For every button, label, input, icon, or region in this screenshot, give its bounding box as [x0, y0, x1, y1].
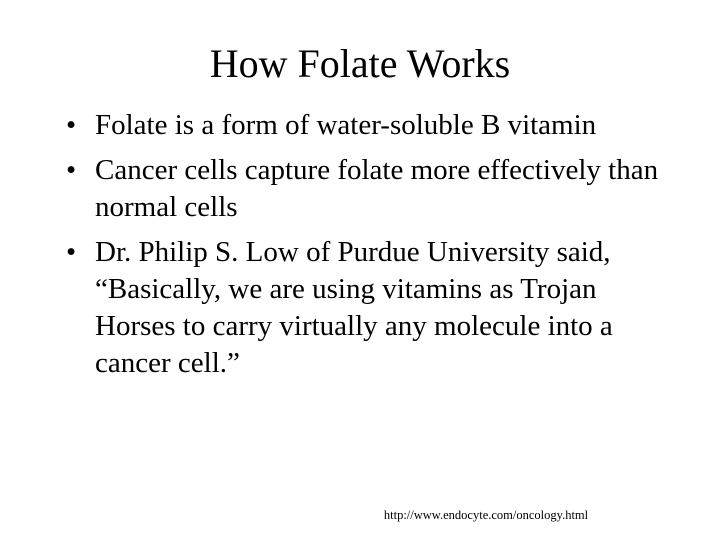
bullet-item	[58, 234, 668, 382]
bullet-item	[58, 107, 668, 144]
bullet-point-icon: •	[66, 236, 77, 268]
bullet-text: Dr. Philip S. Low of Purdue University said, “Basically, we are using vitamins as Trojan Horses to carry virtually any molecule into a cancer cell.”	[95, 236, 613, 379]
slide-title: How Folate Works	[209, 41, 511, 86]
bullet-point-icon: •	[66, 109, 77, 141]
source-url: http://www.endocyte.com/oncology.html	[383, 508, 589, 522]
bullet-list	[58, 107, 668, 390]
bullet-text: Cancer cells capture folate more effectively than normal cells	[95, 154, 659, 223]
bullet-text: Folate is a form of water-soluble B vitamin	[95, 109, 597, 141]
bullet-point-icon: •	[66, 154, 77, 186]
bullet-item	[58, 152, 668, 226]
